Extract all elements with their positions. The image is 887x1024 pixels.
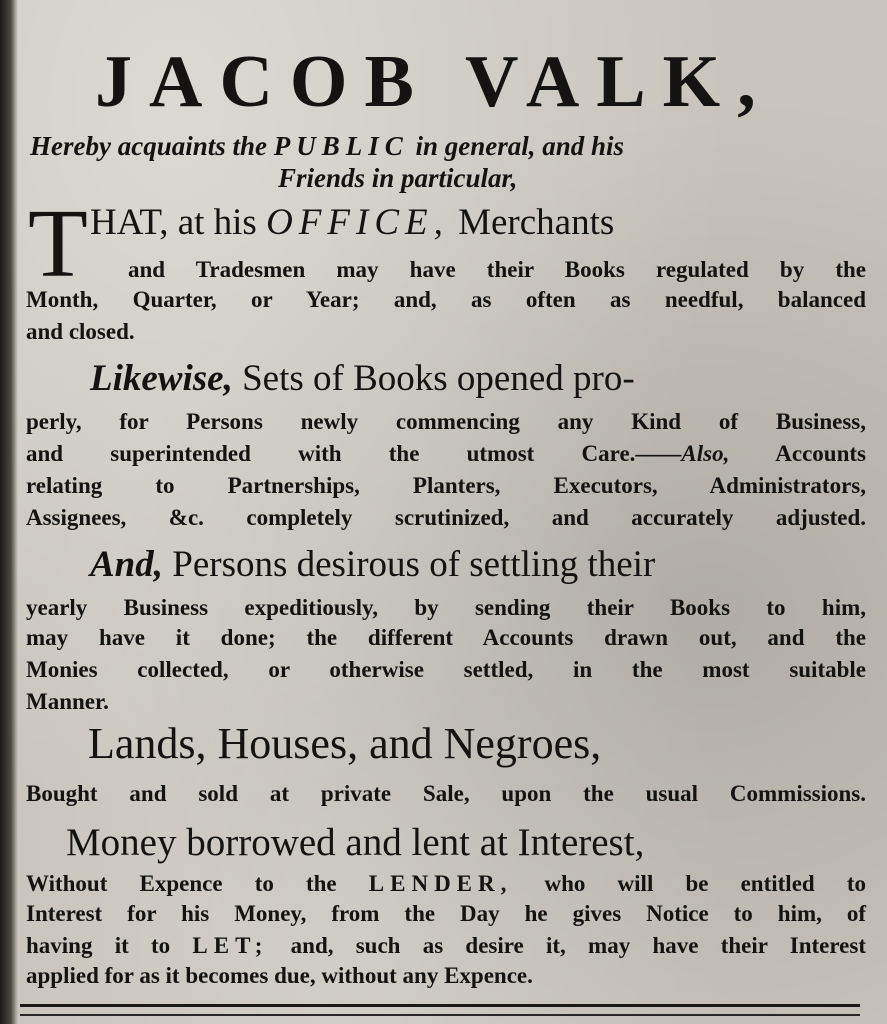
para5-line-2-pre: Without Expence to the <box>26 871 369 896</box>
likewise-word: Likewise, <box>90 358 233 399</box>
para2-line-3 <box>26 440 866 468</box>
advertisement-title: JACOB VALK, <box>95 41 773 123</box>
para2-line-2: perly, for Persons newly commencing any Kind of Business, <box>26 409 866 434</box>
also-word: Also, <box>681 441 730 466</box>
para2-lead <box>90 358 635 400</box>
para1-line-3: Month, Quarter, or Year; and, as often as needful, balanced <box>26 287 866 312</box>
para1-line-4: and closed. <box>26 319 135 344</box>
para1-lead-text: HAT, at his <box>90 202 267 243</box>
public-word: PUBLIC <box>273 131 409 161</box>
lands-heading: Lands, Houses, and Negroes, <box>88 719 602 768</box>
para5-line-2 <box>26 870 866 898</box>
para4-line-2: Bought and sold at private Sale, upon the usual Commissions. <box>26 781 866 806</box>
para5-line-2-post: who will be entitled to <box>512 871 866 896</box>
bottom-rule <box>20 1004 860 1007</box>
intro-text-2: in general, and his <box>408 131 625 161</box>
para2-line-3-post: Accounts <box>729 441 867 466</box>
let-word: LET; <box>192 933 269 958</box>
para3-lead <box>90 544 655 586</box>
para5-line-4 <box>26 932 866 960</box>
drop-cap: T <box>28 190 88 298</box>
money-heading: Money borrowed and lent at Interest, <box>66 821 645 864</box>
para5-line-4-post: and, such as desire it, may have their Interest <box>268 933 866 958</box>
para3-line-4: Monies collected, or otherwise settled, in the most suitable <box>26 657 866 682</box>
para1-lead <box>90 202 614 244</box>
para3-line-5: Manner. <box>26 689 109 714</box>
para5-line-3: Interest for his Money, from the Day he gives Notice to him, of <box>26 901 866 926</box>
office-word: OFFICE, <box>266 202 449 243</box>
para5-line-4-pre: having it to <box>26 933 193 958</box>
and-word: And, <box>90 544 164 585</box>
para2-line-3-pre: and superintended with the utmost Care.—— <box>26 441 682 466</box>
para5-line-5: applied for as it becomes due, without any Expence. <box>26 963 533 988</box>
para2-lead-rest: Sets of Books opened pro- <box>232 358 635 399</box>
para3-line-2: yearly Business expeditiously, by sending their Books to him, <box>26 595 866 620</box>
lender-word: LENDER, <box>368 871 513 896</box>
para3-line-3: may have it done; the different Accounts drawn out, and the <box>26 625 866 650</box>
para2-line-5: Assignees, &c. completely scrutinized, and accurately adjusted. <box>26 505 866 530</box>
para1-lead-end: Merchants <box>448 202 615 243</box>
para2-line-4: relating to Partnerships, Planters, Executors, Administrators, <box>26 473 866 498</box>
para3-lead-rest: Persons desirous of settling their <box>163 544 656 585</box>
page-edge-shadow <box>0 0 18 1024</box>
intro-line-2: Friends in particular, <box>278 163 518 193</box>
intro-text-1: Hereby acquaints the <box>30 131 274 161</box>
bottom-rule-thin <box>20 1014 860 1016</box>
para1-line-2: and Tradesmen may have their Books regulated by the <box>128 257 866 282</box>
intro-line-1 <box>30 130 860 162</box>
